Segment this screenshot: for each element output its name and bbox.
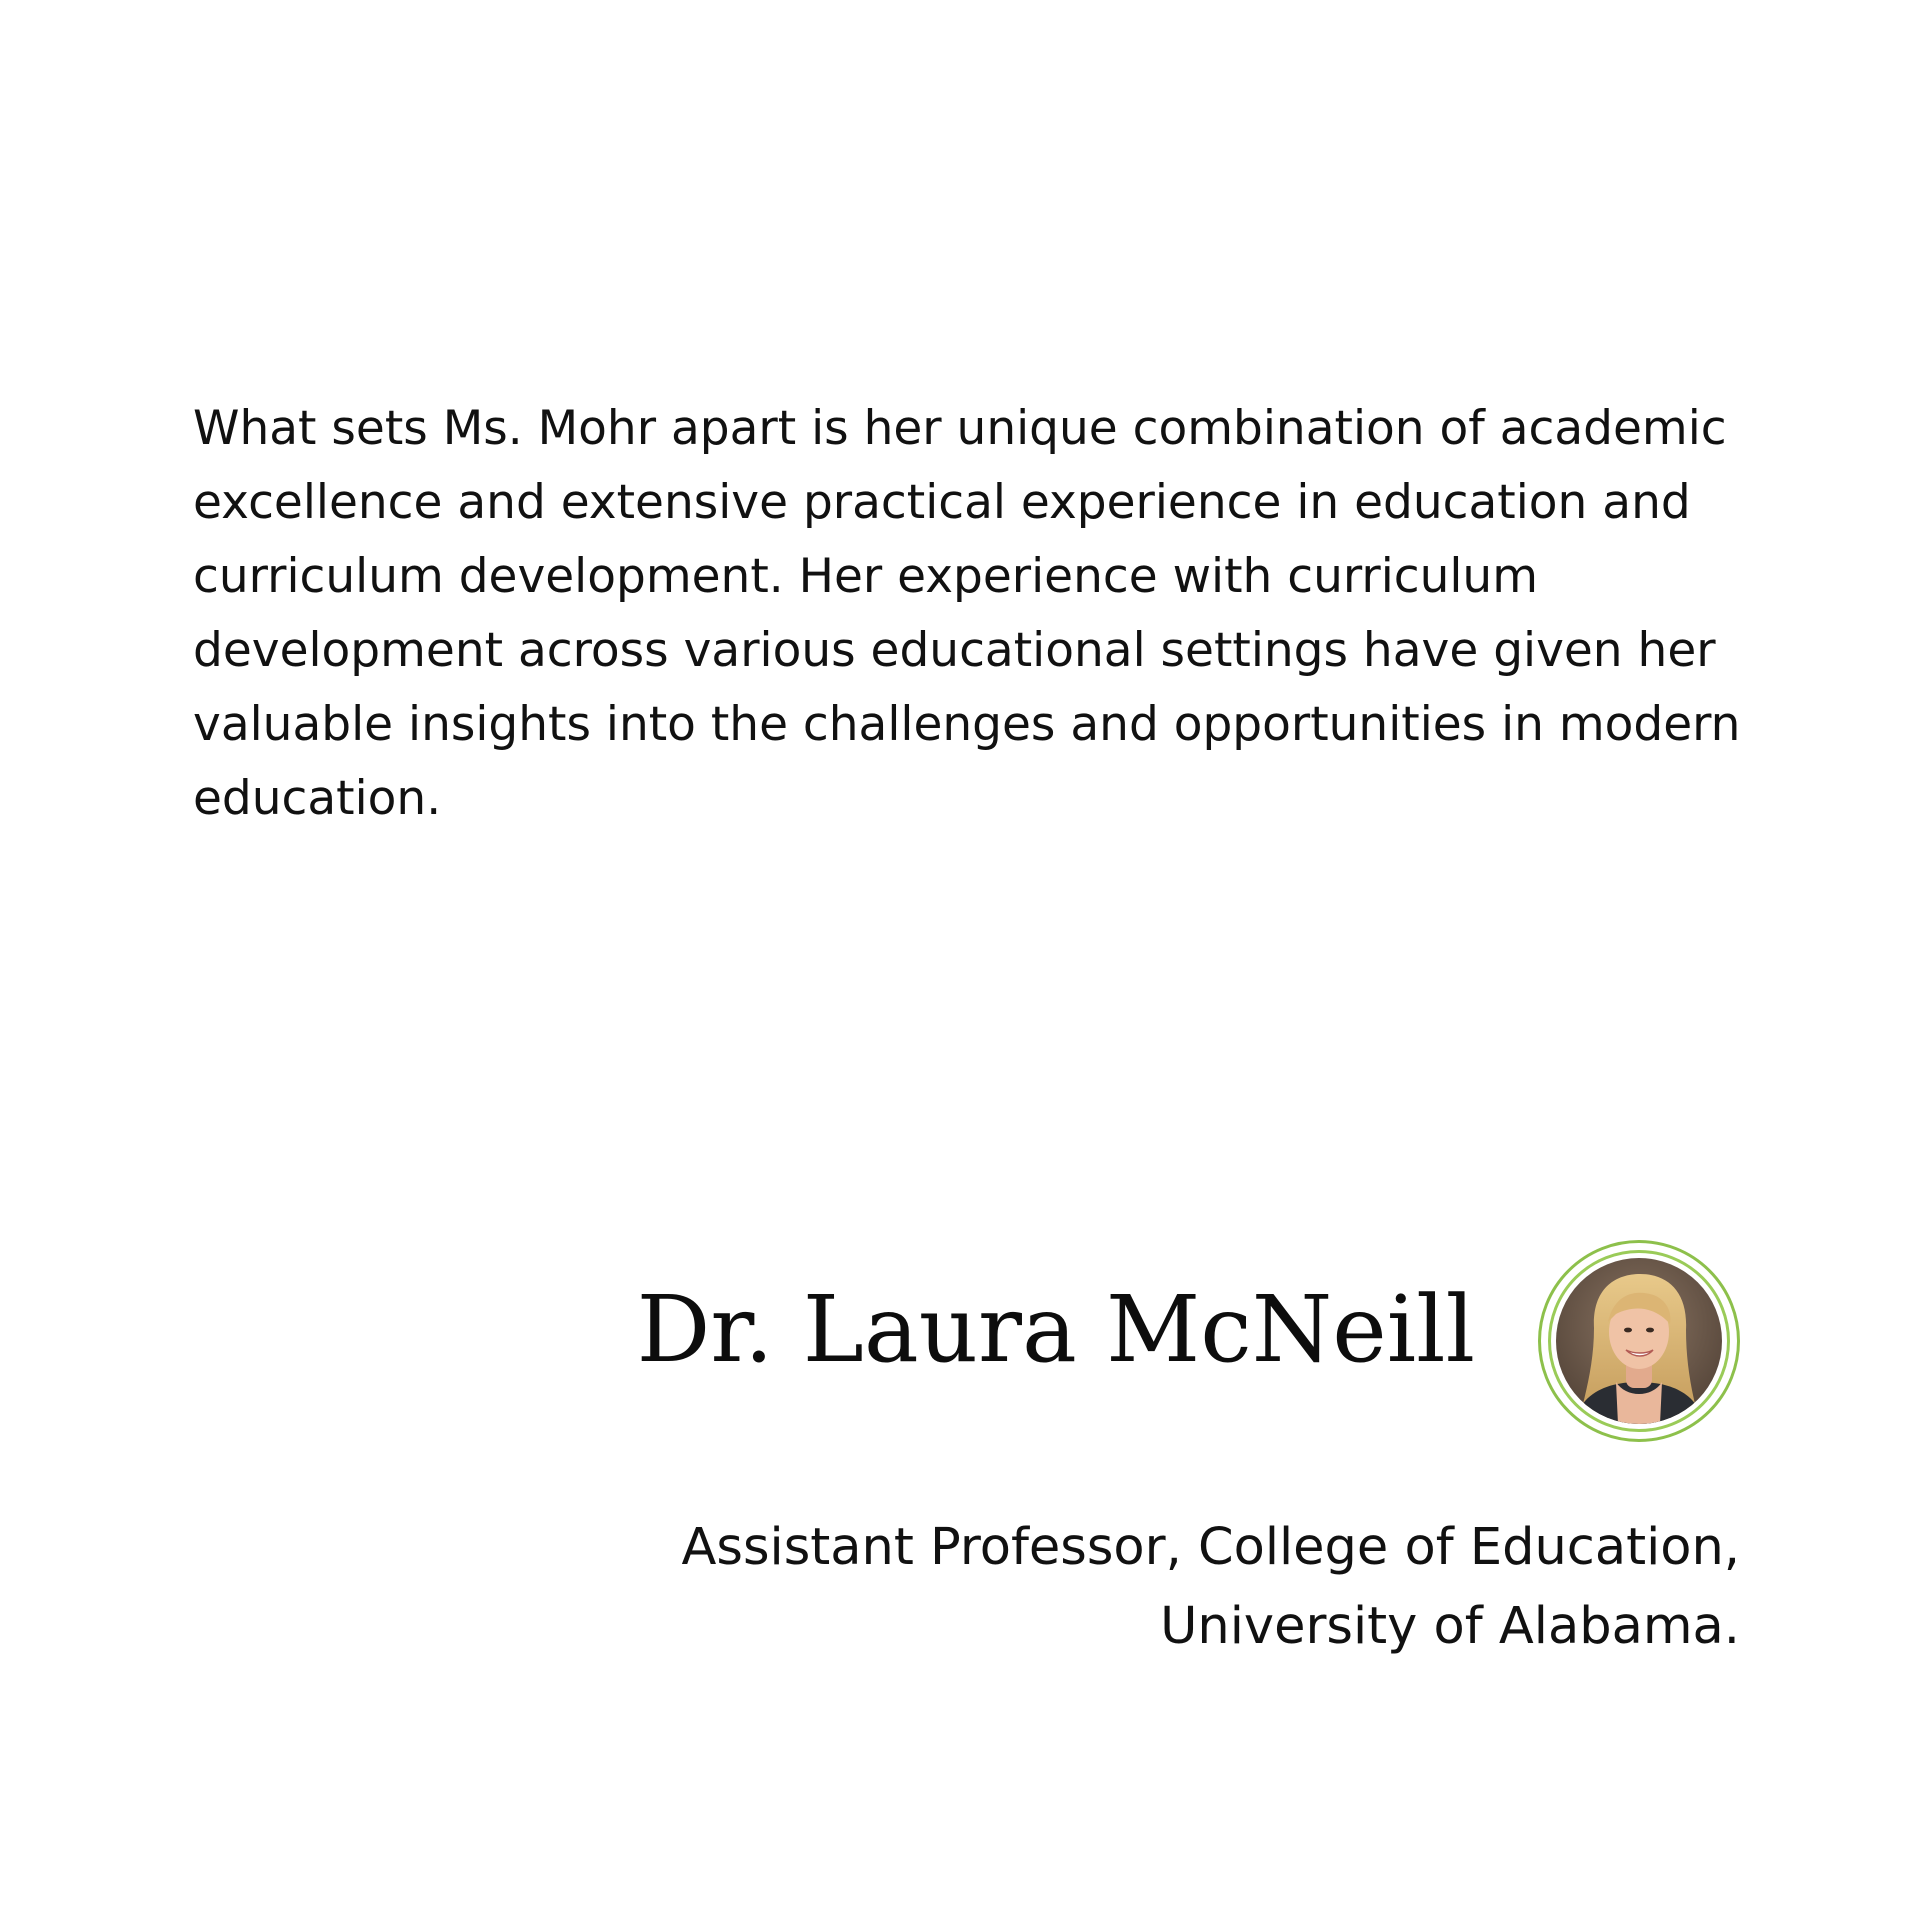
author-title: Assistant Professor, College of Education, University of Alabama. (681, 1518, 1740, 1656)
avatar (1556, 1258, 1722, 1424)
testimonial-quote: What sets Ms. Mohr apart is her unique combination of academic excellence and extensive practical experience in education and curriculum development. Her experience with curriculum development across various educational settings have given her valuable insights into the challenges and opportunities in modern education. (193, 401, 1741, 826)
author-name: Dr. Laura McNeill (636, 1276, 1475, 1383)
portrait-photo-icon (1556, 1258, 1722, 1424)
